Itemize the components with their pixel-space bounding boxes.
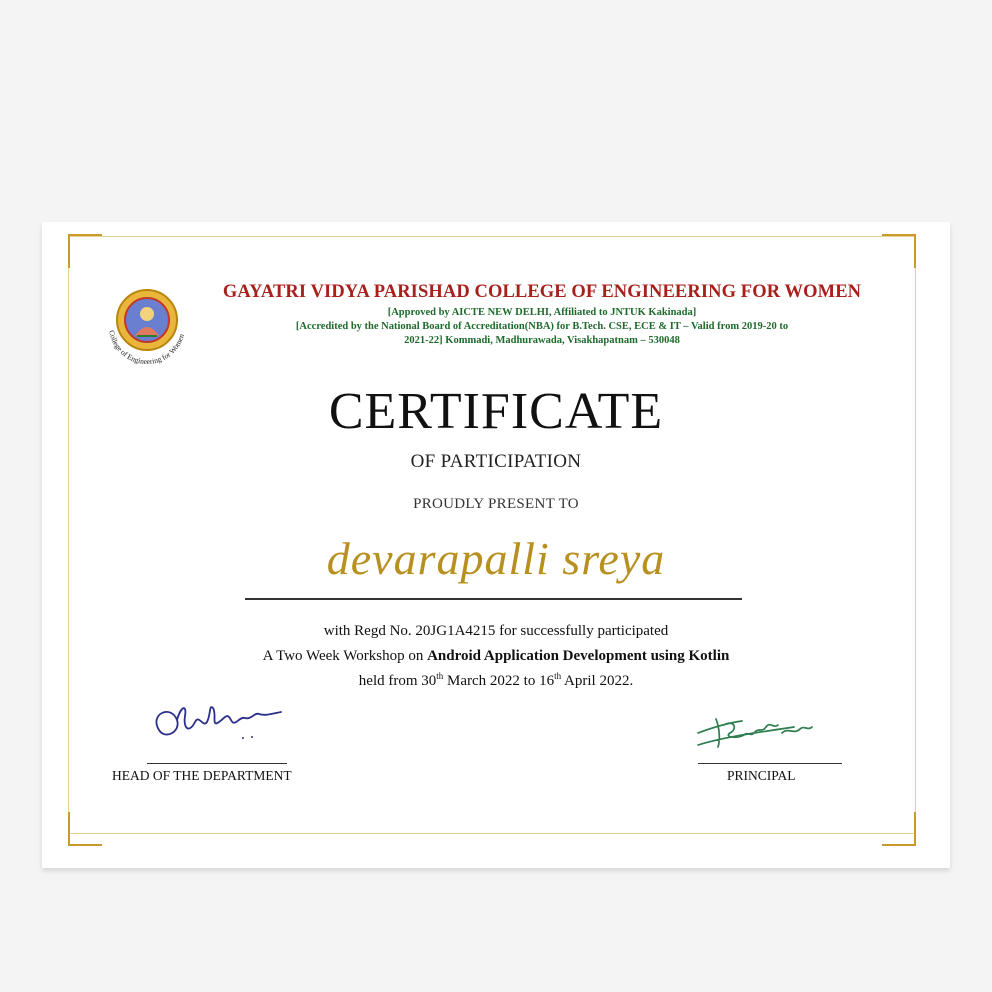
date-start-suffix: th — [436, 671, 444, 681]
approval-text — [182, 306, 902, 348]
principal-label: PRINCIPAL — [727, 768, 796, 783]
registration-line: with Regd No. 20JG1A4215 for successfully participated — [323, 623, 669, 639]
date-end-text: April 2022. — [561, 673, 634, 689]
logo-text: College of Engineering for Women — [107, 329, 186, 367]
workshop-line — [42, 648, 950, 665]
approval-line-1: [Approved by AICTE NEW DELHI, Affiliated to JNTUK Kakinada] — [387, 307, 697, 318]
recipient-name: devarapalli sreya — [326, 533, 666, 584]
corner-ornament-top-left — [68, 234, 102, 268]
corner-ornament-bottom-right — [882, 812, 916, 846]
date-start-text: held from 30 — [358, 673, 437, 689]
approval-line-3: 2021-22] Kommadi, Madhurawada, Visakhapatnam – 530048 — [404, 335, 680, 346]
corner-ornament-top-right — [882, 234, 916, 268]
corner-ornament-bottom-left — [68, 812, 102, 846]
institution-name: GAYATRI VIDYA PARISHAD COLLEGE OF ENGINEERING FOR WOMEN — [222, 282, 862, 302]
present-line: PROUDLY PRESENT TO — [413, 496, 579, 512]
certificate-title: CERTIFICATE — [328, 383, 664, 440]
principal-signature-line — [698, 763, 842, 764]
workshop-title: Android Application Development using Kotlin — [427, 648, 730, 664]
certificate-page — [42, 222, 950, 868]
hod-signature — [147, 700, 297, 750]
recipient-underline — [245, 598, 742, 600]
date-mid-text: March 2022 to 16 — [443, 673, 555, 689]
approval-line-2: [Accredited by the National Board of Accreditation(NBA) for B.Tech. CSE, ECE & IT – Valid from 2019-20 to — [295, 321, 789, 332]
certificate-subtitle: OF PARTICIPATION — [410, 451, 582, 472]
workshop-prefix: A Two Week Workshop on — [262, 648, 428, 664]
date-line — [42, 671, 950, 690]
hod-signature-line — [147, 763, 287, 764]
hod-label: HEAD OF THE DEPARTMENT — [112, 768, 292, 783]
principal-signature — [694, 707, 816, 752]
date-end-suffix: th — [554, 671, 562, 681]
